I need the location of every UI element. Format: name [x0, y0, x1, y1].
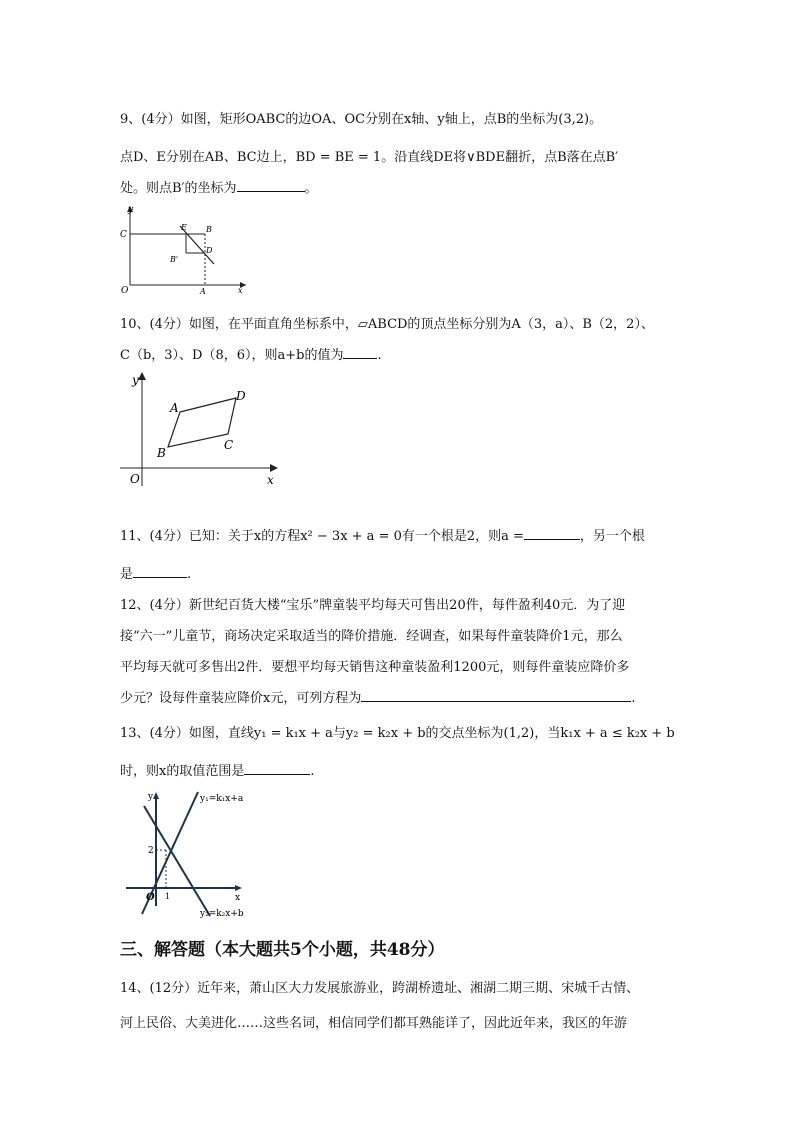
section-heading: 三、解答题（本大题共5个小题，共48分） [120, 940, 445, 960]
line2-label: y₂=k₂x+b [200, 909, 244, 919]
q10-line2: C（b，3）、D（8，6），则a+b的值为 . [120, 348, 382, 363]
answer-blank [133, 565, 187, 578]
q12-line4: 少元？设每件童装应降价x元，可列方程为 . [120, 691, 636, 706]
x-axis-label: x [267, 473, 274, 487]
point-e-label: E [181, 223, 187, 232]
q9-figure [118, 200, 248, 295]
q9-line2: 点D、E分别在AB、BC边上，BD = BE = 1。沿直线DE将∨BDE翻折，点B落在点B′ [120, 150, 619, 165]
point-a-label: A [170, 401, 179, 415]
origin-label: O [146, 892, 155, 903]
x-axis-label: x [235, 893, 241, 903]
y-axis-label: y [132, 373, 139, 387]
y-axis-label: y [128, 205, 134, 215]
q12-line3: 平均每天就可多售出2件．要想平均每天销售这种童装盈利1200元，则每件童装应降价多 [120, 660, 630, 675]
answer-blank [524, 527, 580, 540]
point-b-label: B [157, 446, 166, 460]
answer-blank [237, 179, 305, 192]
point-a-label: A [200, 287, 206, 295]
q10-line1: 10、(4分）如图，在平面直角坐标系中，▱ABCD的顶点坐标分别为A（3，a）、B（2，2）、 [120, 317, 654, 332]
x-axis-label: x [238, 286, 243, 295]
point-bprime-label: B' [170, 255, 179, 264]
origin-label: O [121, 286, 129, 295]
point-b-label: B [206, 225, 212, 234]
point-c-label: C [224, 438, 234, 452]
q14-line2: 河上民俗、大美进化……这些名词，相信同学们都耳熟能详了，因此近年来，我区的年游 [120, 1016, 628, 1031]
answer-blank [361, 689, 631, 702]
q12-line2: 接“六一”儿童节，商场决定采取适当的降价措施．经调查，如果每件童装降价1元，那么 [120, 629, 623, 644]
line1-label: y₁=k₁x+a [200, 794, 244, 804]
tick-1-label: 1 [165, 892, 171, 901]
q14-line1: 14、(12分）近年来，萧山区大力发展旅游业，跨湖桥遗址、湘湖二期三期、宋城千古情、 [120, 981, 640, 996]
q13-figure [118, 786, 278, 920]
origin-label: O [130, 472, 140, 486]
q11-line1: 11、(4分）已知：关于x的方程x² − 3x + a = 0有一个根是2，则a = ，另一个根 [120, 529, 645, 544]
q9-line3: 处。则点B′的坐标为 。 [120, 181, 318, 196]
y-axis-label: y [148, 792, 154, 802]
q13-line1: 13、(4分）如图，直线y₁ = k₁x + a与y₂ = k₂x + b的交点坐标为(1,2)，当k₁x + a ≤ k₂x + b [120, 726, 675, 741]
q13-line2: 时，则x的取值范围是 . [120, 764, 315, 779]
answer-blank [343, 346, 377, 359]
point-c-label: C [120, 230, 127, 240]
point-d-label: D [206, 246, 213, 255]
q9-line1: 9、(4分）如图，矩形OABC的边OA、OC分别在x轴、y轴上，点B的坐标为(3,2)。 [120, 112, 603, 127]
point-d-label: D [236, 389, 246, 403]
tick-2-label: 2 [148, 846, 154, 856]
q10-figure [118, 368, 283, 490]
q11-line2: 是 . [120, 567, 192, 582]
q12-line1: 12、(4分）新世纪百货大楼“宝乐”牌童装平均每天可售出20件，每件盈利40元．为了迎 [120, 598, 626, 613]
answer-blank [244, 762, 310, 775]
